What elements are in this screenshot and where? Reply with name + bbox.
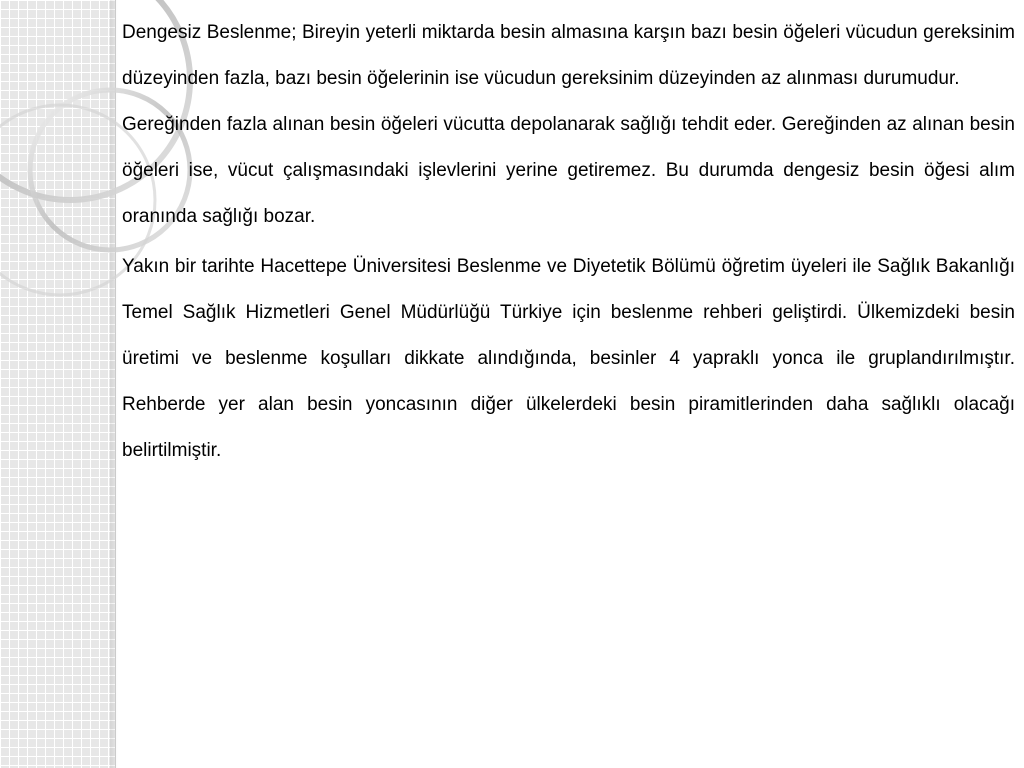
slide-body-text	[122, 10, 1015, 474]
paragraph-guide: Yakın bir tarihte Hacettepe Üniversitesi Beslenme ve Diyetetik Bölümü öğretim üyeleri ile Sağlık Bakanlığı Temel Sağlık Hizmetleri Genel Müdürlüğü Türkiye için beslenme rehberi geliştirdi. Ülkemizdeki besin üretimi ve beslenme koşulları dikkate alındığında, besinler 4 yapraklı yonca ile gruplandırılmıştır. Rehberde yer alan besin yoncasının diğer ülkelerdeki besin piramitlerinden daha sağlıklı olacağı belirtilmiştir.	[122, 256, 1015, 461]
paragraph-effects: Gereğinden fazla alınan besin öğeleri vücutta depolanarak sağlığı tehdit eder. Gereğinden az alınan besin öğeleri ise, vücut çalışmasındaki işlevlerini yerine getiremez. Bu durumda dengesiz besin öğesi alım oranında sağlığı bozar.	[122, 114, 1015, 227]
paragraph-definition: Dengesiz Beslenme; Bireyin yeterli miktarda besin almasına karşın bazı besin öğeleri vücudun gereksinim düzeyinden fazla, bazı besin öğelerinin ise vücudun gereksinim düzeyinden az alınması durumudur.	[122, 22, 1015, 89]
